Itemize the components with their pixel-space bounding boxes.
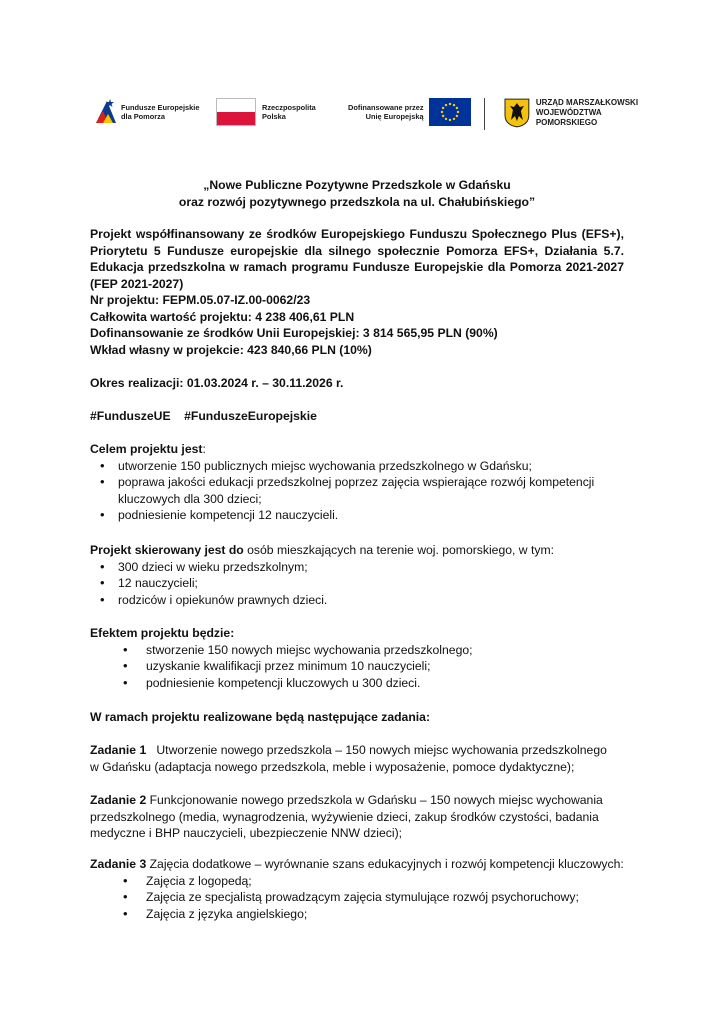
list-item: • 12 nauczycieli; (90, 575, 624, 592)
um-logo-line-1: URZĄD MARSZAŁKOWSKI (535, 98, 639, 107)
realization-period: Okres realizacji: 01.03.2024 r. – 30.11.2026 r. (90, 376, 344, 390)
list-item: • stworzenie 150 nowych miejsc wychowania przedszkolnego; (90, 642, 624, 659)
intro-paragraph: Projekt współfinansowany ze środków Europejskiego Funduszu Społecznego Plus (EFS+), Priorytetu 5 Fundusze europejskie dla silnego społecznie Pomorza EFS+, Działania 5.7. Edukacja przedszkolna w ramach programu Fundusze Europejskie dla Pomorza 2021-2027 (FEP 2021-2027) (90, 227, 624, 291)
task-3 (90, 856, 624, 922)
hashtags: #FunduszeUE #FunduszeEuropejskie (90, 409, 317, 423)
fe-star-icon (94, 97, 118, 127)
list-item: • utworzenie 150 publicznych miejsc wychowania przedszkolnego w Gdańsku; (90, 458, 624, 475)
goals-section (90, 441, 624, 524)
list-item: • Zajęcia z języka angielskiego; (90, 906, 624, 923)
list-item: • Zajęcia ze specjalistą prowadzącym zajęcia stymulujące rozwój psychoruchowy; (90, 889, 624, 906)
task-1-label: Zadanie 1 (90, 743, 147, 757)
project-info (90, 292, 624, 358)
effects-list (90, 642, 624, 692)
task-2-label: Zadanie 2 (90, 793, 147, 807)
polish-flag-icon (216, 98, 256, 126)
griffin-crest-icon (504, 98, 530, 128)
task-3-text: Zajęcia dodatkowe – wyrównanie szans edukacyjnych i rozwój kompetencji kluczowych: (146, 857, 624, 871)
um-logo-line-2: WOJEWÓDZTWA POMORSKIEGO (535, 108, 602, 127)
target-list (90, 559, 624, 609)
project-own-contribution: Wkład własny w projekcie: 423 840,66 PLN (10%) (90, 342, 372, 357)
goals-heading: Celem projektu jest (90, 442, 203, 456)
task-3-label: Zadanie 3 (90, 857, 147, 871)
logo-separator (484, 98, 485, 130)
goals-colon: : (202, 442, 206, 456)
target-section (90, 542, 624, 608)
document-title (90, 177, 624, 210)
task-1 (90, 742, 624, 775)
task-3-list (90, 873, 624, 923)
fe-logo-line-2: dla Pomorza (121, 112, 165, 121)
eu-flag-icon (429, 98, 471, 126)
tasks-heading: W ramach projektu realizowane będą następujące zadania: (90, 710, 431, 724)
list-item: • uzyskanie kwalifikacji przez minimum 10 nauczycieli; (90, 658, 624, 675)
title-line-1: „Nowe Publiczne Pozytywne Przedszkole w Gdańsku (203, 178, 511, 192)
rp-logo-line-2: Polska (262, 112, 286, 121)
effects-section (90, 625, 624, 691)
rp-logo-line-1: Rzeczpospolita (262, 103, 316, 112)
task-1-line-2: w Gdańsku (adaptacja nowego przedszkola, meble i wyposażenie, pomoce dydaktyczne); (90, 759, 575, 774)
logo-bar (92, 95, 664, 135)
project-number: Nr projektu: FEPM.05.07-IZ.00-0062/23 (90, 293, 311, 307)
rzeczpospolita-polska-logo (216, 98, 316, 126)
eu-cofinanced-logo (348, 98, 471, 126)
project-total-value: Całkowita wartość projektu: 4 238 406,61 PLN (90, 309, 355, 324)
list-item: • podniesienie kompetencji kluczowych u 300 dzieci. (90, 675, 624, 692)
effects-heading: Efektem projektu będzie: (90, 626, 235, 640)
fundusze-europejskie-logo (94, 97, 199, 127)
eu-logo-line-1: Dofinansowane przez (348, 103, 424, 112)
goals-list (90, 458, 624, 524)
list-item: • podniesienie kompetencji 12 nauczycieli. (90, 507, 624, 524)
project-eu-funding: Dofinansowanie ze środków Unii Europejskiej: 3 814 565,95 PLN (90%) (90, 326, 498, 340)
task-2 (90, 792, 624, 842)
urzad-marszalkowski-logo (504, 98, 664, 128)
fe-logo-line-1: Fundusze Europejskie (121, 103, 200, 112)
list-item: • 300 dzieci w wieku przedszkolnym; (90, 559, 624, 576)
target-text: osób mieszkających na terenie woj. pomorskiego, w tym: (243, 543, 554, 557)
task-1-line-1: Utworzenie nowego przedszkola – 150 nowych miejsc wychowania przedszkolnego (146, 743, 607, 757)
eu-logo-line-2: Unię Europejską (365, 112, 424, 121)
list-item: • rodziców i opiekunów prawnych dzieci. (90, 592, 624, 609)
title-line-2: oraz rozwój pozytywnego przedszkola na ul. Chałubińskiego” (178, 194, 536, 209)
list-item: • poprawa jakości edukacji przedszkolnej poprzez zajęcia wspierające rozwój kompetencji kluczowych dla 300 dzieci; (90, 474, 624, 507)
task-2-text: Funkcjonowanie nowego przedszkola w Gdańsku – 150 nowych miejsc wychowania przedszkolnego (media, wynagrodzenia, wyżywienie dzieci, zakup środków czystości, badania medyczne i BHP nauczycieli, ubezpieczenie NNW dzieci); (90, 793, 603, 840)
target-heading: Projekt skierowany jest do (90, 543, 244, 557)
list-item: • Zajęcia z logopedą; (90, 873, 624, 890)
